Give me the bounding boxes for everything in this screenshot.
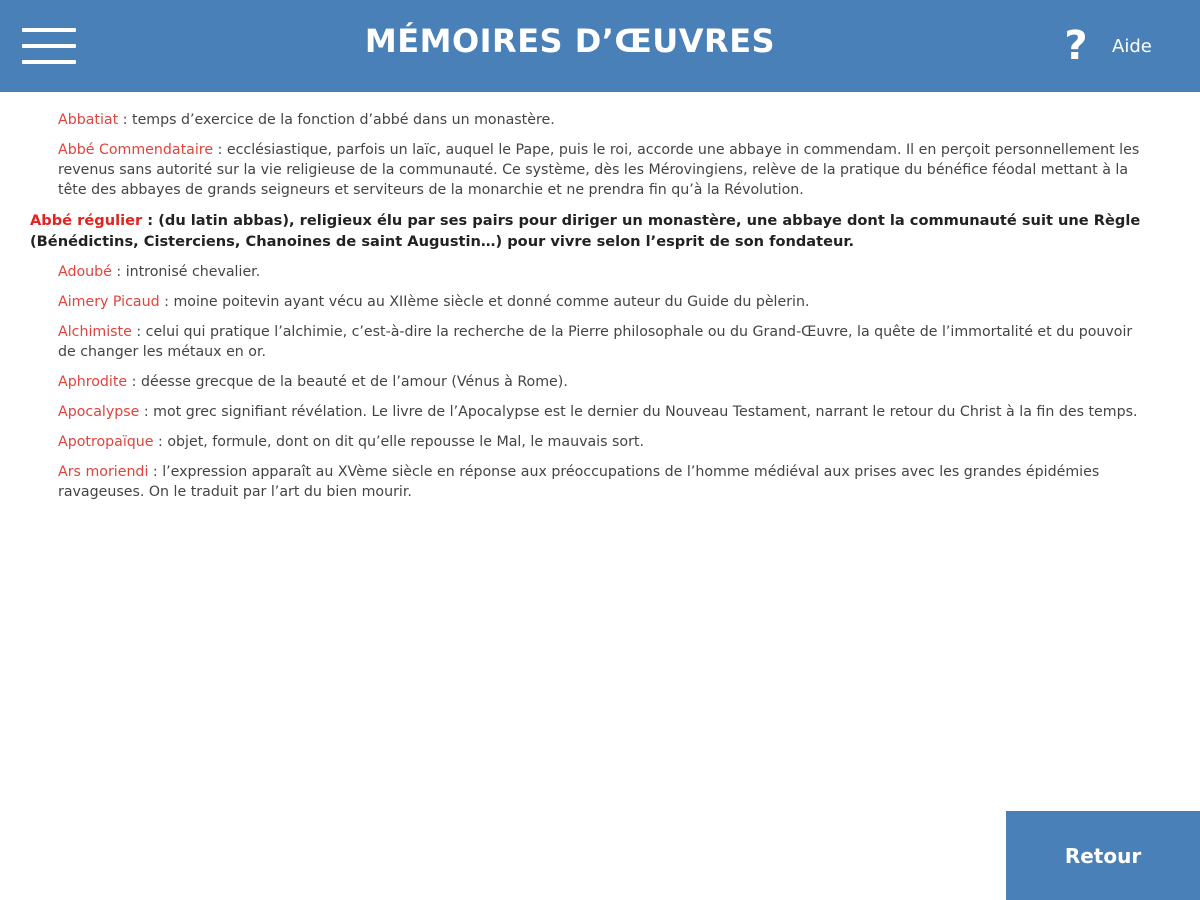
- glossary-term: Abbatiat: [58, 112, 119, 128]
- glossary-definition: ecclésiastique, parfois un laïc, auquel le Pape, puis le roi, accorde une abbaye in commendam. Il en perçoit personnellement les revenus sans autorité sur la vie religieuse de la communauté. Ce système, dès les Mérovingiens, relève de la pratique du bénéfice féodal mettant à la tête des abbayes de grands seigneurs et serviteurs de la monarchie et ne prendra fin qu’à la Révolution.: [58, 142, 1140, 198]
- glossary-definition: intronisé chevalier.: [125, 264, 261, 280]
- glossary-term: Abbé régulier: [30, 212, 143, 229]
- glossary-term: Adoubé: [58, 264, 112, 280]
- glossary-separator: :: [142, 212, 159, 229]
- glossary-entry-apotropaique: [58, 432, 1140, 452]
- glossary-entry-abbe-regulier: [30, 210, 1160, 252]
- glossary-entry-aimery-picaud: [58, 292, 1140, 312]
- glossary-term: Apotropaïque: [58, 434, 154, 450]
- glossary-term: Aimery Picaud: [58, 294, 160, 310]
- glossary-separator: :: [118, 112, 132, 128]
- glossary-entry-ars-moriendi: [58, 462, 1140, 502]
- glossary-entry-abbatiat: [58, 110, 1140, 130]
- glossary-separator: :: [148, 464, 163, 480]
- glossary-definition: déesse grecque de la beauté et de l’amour (Vénus à Rome).: [140, 374, 568, 390]
- glossary-entry-alchimiste: [58, 322, 1140, 362]
- glossary-separator: :: [153, 434, 168, 450]
- question-mark-icon[interactable]: ?: [1064, 23, 1088, 69]
- glossary-separator: :: [111, 264, 126, 280]
- glossary-term: Ars moriendi: [58, 464, 149, 480]
- glossary-definition: temps d’exercice de la fonction d’abbé dans un monastère.: [132, 112, 555, 128]
- glossary-list: [0, 110, 1200, 512]
- back-button[interactable]: Retour: [1006, 811, 1200, 900]
- glossary-entry-abbe-commendataire: [58, 140, 1140, 200]
- glossary-term: Apocalypse: [58, 404, 140, 420]
- page-title: MÉMOIRES D’ŒUVRES: [364, 22, 776, 60]
- glossary-definition: l’expression apparaît au XVème siècle en réponse aux préoccupations de l’homme médiéval aux prises avec les grandes épidémies ravageuses. On le traduit par l’art du bien mourir.: [58, 464, 1100, 500]
- glossary-separator: :: [131, 324, 146, 340]
- glossary-entry-adoube: [58, 262, 1140, 282]
- glossary-separator: :: [139, 404, 154, 420]
- glossary-definition: objet, formule, dont on dit qu’elle repousse le Mal, le mauvais sort.: [167, 434, 644, 450]
- help-label[interactable]: Aide: [1112, 35, 1152, 57]
- glossary-definition: moine poitevin ayant vécu au XIIème siècle et donné comme auteur du Guide du pèlerin.: [173, 294, 810, 310]
- glossary-entry-aphrodite: [58, 372, 1140, 392]
- glossary-term: Alchimiste: [58, 324, 132, 340]
- app-header: [0, 0, 1200, 92]
- menu-line: [22, 60, 76, 64]
- glossary-definition: mot grec signifiant révélation. Le livre de l’Apocalypse est le dernier du Nouveau Testament, narrant le retour du Christ à la fin des temps.: [153, 404, 1138, 420]
- glossary-separator: :: [159, 294, 174, 310]
- help-button[interactable]: [1060, 24, 1152, 68]
- glossary-term: Aphrodite: [58, 374, 128, 390]
- glossary-term: Abbé Commendataire: [58, 142, 214, 158]
- glossary-separator: :: [127, 374, 141, 390]
- glossary-definition: (du latin abbas), religieux élu par ses pairs pour diriger un monastère, une abbaye dont la communauté suit une Règle (Bénédictins, Cisterciens, Chanoines de saint Augustin…) pour vivre selon l’esprit de son fondateur.: [30, 212, 1141, 250]
- glossary-separator: :: [213, 142, 227, 158]
- glossary-entry-apocalypse: [58, 402, 1140, 422]
- glossary-definition: celui qui pratique l’alchimie, c’est-à-dire la recherche de la Pierre philosophale ou du Grand-Œuvre, la quête de l’immortalité et du pouvoir de changer les métaux en or.: [58, 324, 1133, 360]
